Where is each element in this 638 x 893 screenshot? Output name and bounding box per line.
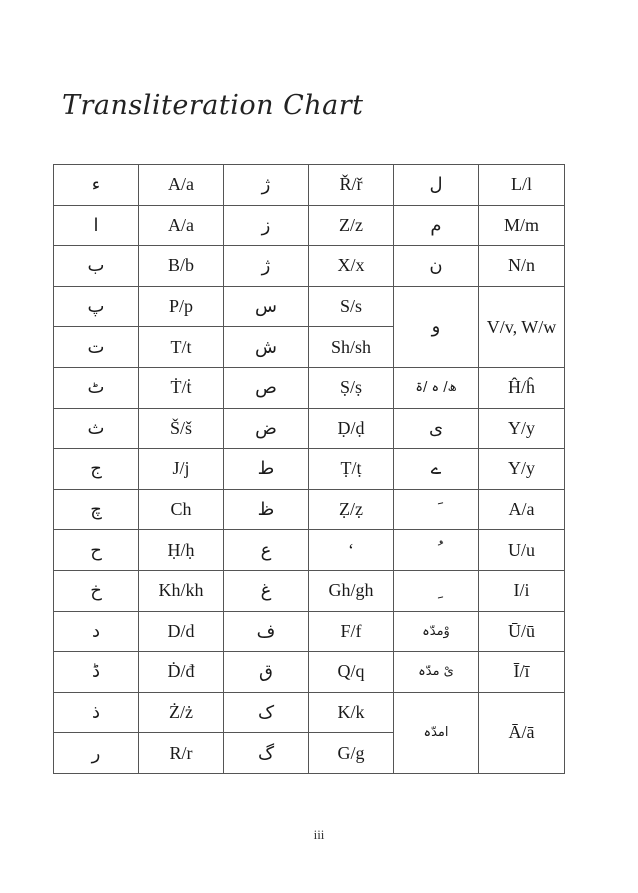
urdu-diacritic <box>394 489 479 530</box>
urdu-letter: امدّہ <box>394 692 479 773</box>
urdu-diacritic <box>394 570 479 611</box>
urdu-letter: ح <box>54 530 139 571</box>
latin-equivalent: M/m <box>479 205 565 246</box>
latin-equivalent: Y/y <box>479 408 565 449</box>
table-row <box>54 530 565 571</box>
transliteration-table <box>53 164 565 774</box>
latin-equivalent: Gh/gh <box>309 570 394 611</box>
table-row <box>54 489 565 530</box>
latin-equivalent: Y/y <box>479 449 565 490</box>
latin-equivalent: Sh/sh <box>309 327 394 368</box>
urdu-letter: ع <box>224 530 309 571</box>
latin-equivalent: Ĥ/ĥ <box>479 367 565 408</box>
latin-equivalent: A/a <box>139 205 224 246</box>
latin-equivalent: Ī/ī <box>479 652 565 693</box>
table-row <box>54 692 565 733</box>
latin-equivalent: Ch <box>139 489 224 530</box>
latin-equivalent: P/p <box>139 286 224 327</box>
urdu-letter: ء <box>54 165 139 206</box>
urdu-letter: ھ/ ہ /ۃ <box>394 367 479 408</box>
latin-equivalent: L/l <box>479 165 565 206</box>
table-row <box>54 570 565 611</box>
urdu-letter: س <box>224 286 309 327</box>
latin-equivalent: Ż/ż <box>139 692 224 733</box>
latin-equivalent: R/r <box>139 733 224 774</box>
latin-equivalent: B/b <box>139 246 224 287</box>
table-row <box>54 286 565 327</box>
urdu-letter: ٹ <box>54 367 139 408</box>
table-row <box>54 652 565 693</box>
urdu-letter: ک <box>224 692 309 733</box>
table-row <box>54 611 565 652</box>
latin-equivalent: Ū/ū <box>479 611 565 652</box>
urdu-letter: گ <box>224 733 309 774</box>
latin-equivalent: V/v, W/w <box>479 286 565 367</box>
latin-equivalent: Kh/kh <box>139 570 224 611</box>
latin-equivalent: A/a <box>139 165 224 206</box>
urdu-letter: ز <box>224 205 309 246</box>
urdu-letter: ج <box>54 449 139 490</box>
urdu-letter: ت <box>54 327 139 368</box>
latin-equivalent: F/f <box>309 611 394 652</box>
latin-equivalent: Z/z <box>309 205 394 246</box>
table-row <box>54 408 565 449</box>
latin-equivalent: ‘ <box>309 530 394 571</box>
table-row <box>54 449 565 490</box>
table-row <box>54 246 565 287</box>
urdu-letter: ط <box>224 449 309 490</box>
latin-equivalent: J/j <box>139 449 224 490</box>
latin-equivalent: D/d <box>139 611 224 652</box>
table-row <box>54 205 565 246</box>
urdu-letter: ث <box>54 408 139 449</box>
latin-equivalent: Ẓ/ẓ <box>309 489 394 530</box>
latin-equivalent: Ḥ/ḥ <box>139 530 224 571</box>
urdu-letter: یْ مدّہ <box>394 652 479 693</box>
urdu-letter: ے <box>394 449 479 490</box>
latin-equivalent: X/x <box>309 246 394 287</box>
latin-equivalent: G/g <box>309 733 394 774</box>
latin-equivalent: U/u <box>479 530 565 571</box>
urdu-letter: ذ <box>54 692 139 733</box>
table-row <box>54 367 565 408</box>
latin-equivalent: Ā/ā <box>479 692 565 773</box>
urdu-letter: ق <box>224 652 309 693</box>
latin-equivalent: Ṭ/ṭ <box>309 449 394 490</box>
latin-equivalent: Q/q <box>309 652 394 693</box>
urdu-letter: ص <box>224 367 309 408</box>
latin-equivalent: I/i <box>479 570 565 611</box>
latin-equivalent: K/k <box>309 692 394 733</box>
urdu-letter: غ <box>224 570 309 611</box>
urdu-letter: پ <box>54 286 139 327</box>
latin-equivalent: Ṫ/ṫ <box>139 367 224 408</box>
urdu-letter: ی <box>394 408 479 449</box>
urdu-letter: م <box>394 205 479 246</box>
urdu-letter: خ <box>54 570 139 611</box>
urdu-letter: ژ <box>224 246 309 287</box>
latin-equivalent: Ḋ/đ <box>139 652 224 693</box>
urdu-letter: وْمدّہ <box>394 611 479 652</box>
latin-equivalent: A/a <box>479 489 565 530</box>
urdu-letter: ڈ <box>54 652 139 693</box>
latin-equivalent: N/n <box>479 246 565 287</box>
urdu-letter: د <box>54 611 139 652</box>
latin-equivalent: Ḍ/ḍ <box>309 408 394 449</box>
urdu-letter: ژ <box>224 165 309 206</box>
urdu-letter: ف <box>224 611 309 652</box>
urdu-diacritic <box>394 530 479 571</box>
latin-equivalent: S/s <box>309 286 394 327</box>
page-number: iii <box>313 827 325 842</box>
urdu-letter: ر <box>54 733 139 774</box>
urdu-letter: ض <box>224 408 309 449</box>
page-title: Transliteration Chart <box>62 90 364 121</box>
latin-equivalent: Ř/ř <box>309 165 394 206</box>
urdu-letter: ش <box>224 327 309 368</box>
latin-equivalent: Š/š <box>139 408 224 449</box>
urdu-letter: و <box>394 286 479 367</box>
urdu-letter: ا <box>54 205 139 246</box>
urdu-letter: ظ <box>224 489 309 530</box>
urdu-letter: ب <box>54 246 139 287</box>
urdu-letter: ل <box>394 165 479 206</box>
latin-equivalent: T/t <box>139 327 224 368</box>
urdu-letter: چ <box>54 489 139 530</box>
table-row <box>54 165 565 206</box>
latin-equivalent: Ṣ/ṣ <box>309 367 394 408</box>
urdu-letter: ن <box>394 246 479 287</box>
